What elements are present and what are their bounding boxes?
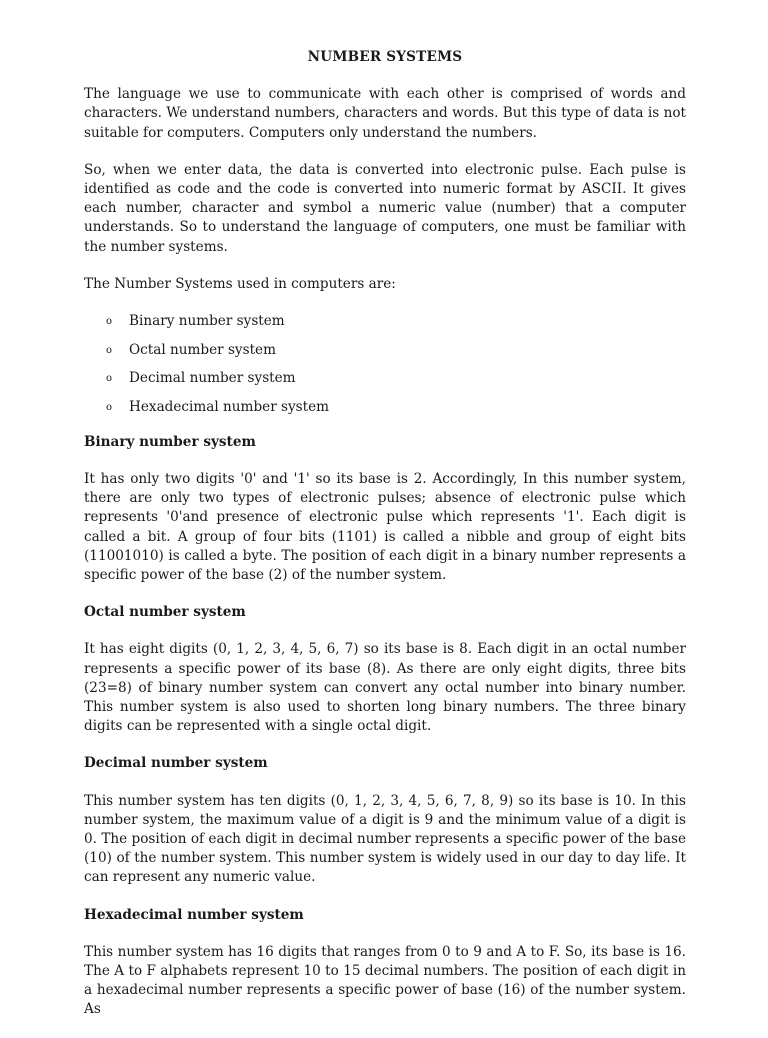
intro-paragraph-1: The language we use to communicate with each other is comprised of words and characters. We understand numbers, characters and words. But this type of data is not suitable for computers. Computers only understand the numbers.: [84, 86, 686, 141]
list-item-label: Octal number system: [129, 341, 276, 358]
number-systems-list: [84, 312, 686, 417]
list-item: [84, 341, 686, 360]
decimal-paragraph: This number system has ten digits (0, 1, 2, 3, 4, 5, 6, 7, 8, 9) so its base is 10. In this number system, the maximum value of a digit is 9 and the minimum value of a digit is 0. The position of each digit in decimal number represents a specific power of the base (10) of the number system. This number system is widely used in our day to day life. It can represent any numeric value.: [84, 792, 686, 886]
octal-paragraph: It has eight digits (0, 1, 2, 3, 4, 5, 6, 7) so its base is 8. Each digit in an octal number represents a specific power of its base (8). As there are only eight digits, three bits (23=8) of binary number system can convert any octal number into binary number. This number system is also used to shorten long binary numbers. The three binary digits can be represented with a single octal digit.: [84, 641, 686, 735]
bullet-icon: o: [106, 401, 113, 413]
bullet-icon: o: [106, 344, 113, 356]
list-item: [84, 312, 686, 331]
hexadecimal-paragraph: This number system has 16 digits that ranges from 0 to 9 and A to F. So, its base is 16. The A to F alphabets represent 10 to 15 decimal numbers. The position of each digit in a hexadecimal number represents a specific power of base (16) of the number system. As: [84, 943, 686, 1018]
list-item-label: Hexadecimal number system: [129, 398, 330, 415]
decimal-heading: Decimal number system: [84, 755, 268, 772]
list-item-label: Decimal number system: [129, 370, 296, 387]
document-page: [84, 48, 686, 1038]
hexadecimal-heading: Hexadecimal number system: [84, 906, 304, 923]
page-title: NUMBER SYSTEMS: [307, 49, 463, 65]
intro-paragraph-3: The Number Systems used in computers are:: [84, 275, 396, 292]
bullet-icon: o: [106, 373, 113, 385]
binary-heading: Binary number system: [84, 433, 256, 450]
octal-heading: Octal number system: [84, 604, 246, 621]
bullet-icon: o: [106, 316, 113, 328]
list-item: [84, 398, 686, 417]
list-item: [84, 369, 686, 388]
list-item-label: Binary number system: [129, 313, 285, 330]
intro-paragraph-2: So, when we enter data, the data is converted into electronic pulse. Each pulse is identified as code and the code is converted into numeric format by ASCII. It gives each number, character and symbol a numeric value (number) that a computer understands. So to understand the language of computers, one must be familiar with the number systems.: [84, 161, 686, 255]
binary-paragraph: It has only two digits '0' and '1' so its base is 2. Accordingly, In this number system, there are only two types of electronic pulses; absence of electronic pulse which represents '0'and presence of electronic pulse which represents '1'. Each digit is called a bit. A group of four bits (1101) is called a nibble and group of eight bits (11001010) is called a byte. The position of each digit in a binary number represents a specific power of the base (2) of the number system.: [84, 470, 686, 583]
